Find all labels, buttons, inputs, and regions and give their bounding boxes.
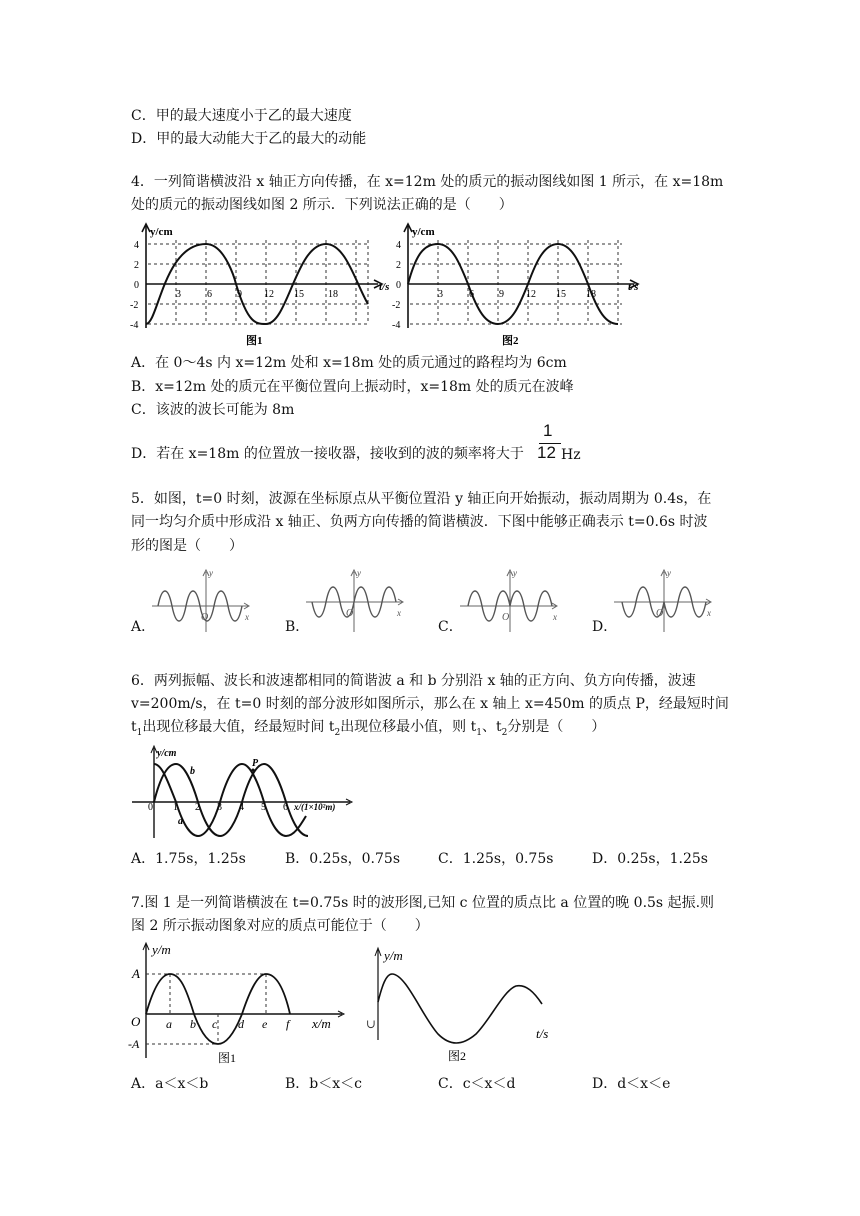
q6-option-c: C．1.25s，0.75s <box>438 851 554 867</box>
q7-option-d: D．d＜x＜e <box>592 1076 671 1092</box>
q6-xtick: 6 <box>283 802 288 813</box>
q4-option-d: D．若在 x=18m 的位置放一接收器，接收到的波的频率将大于 <box>131 446 524 462</box>
q6-options <box>131 849 731 869</box>
q5-label-c: C． <box>438 619 463 635</box>
q6-option-d: D．0.25s，1.25s <box>592 851 708 867</box>
q5-label-d: D． <box>592 619 618 635</box>
q6-wave-b <box>154 764 306 836</box>
q6-stem-line2: v=200m/s，在 t=0 时刻的部分波形如图所示，那么在 x 轴上 x=450m 的质点 P，经最短时间 <box>131 696 729 712</box>
q7-option-b: B．b＜x＜c <box>285 1076 362 1092</box>
q6-stem-line1: 6．两列振幅、波长和波速都相同的简谐波 a 和 b 分别沿 x 轴的正方向、负方向传播，波速 <box>131 673 696 689</box>
q6-xtick: 5 <box>261 802 266 813</box>
q7-fig1-origin: O <box>131 1014 141 1029</box>
q4-fig1-xtick: 12 <box>264 289 274 300</box>
q5-stem-line1: 5．如图，t=0 时刻，波源在坐标原点从平衡位置沿 y 轴正向开始振动，振动周期为 0.4s，在 <box>131 491 712 507</box>
q6-ylabel: y/cm <box>157 748 177 759</box>
q6-xtick: 4 <box>239 802 244 813</box>
q4-fig2-ylabel: y/cm <box>412 226 435 238</box>
q5-figure-b <box>304 566 408 634</box>
q5-c-origin: O <box>502 612 510 623</box>
q4-unit-hz: Hz <box>561 447 581 463</box>
q4-fig1-ytick: -4 <box>130 320 139 331</box>
q4-fig1-ytick: 0 <box>134 280 139 291</box>
q6-label-p: P <box>252 758 259 769</box>
q4-fig1-ytick: -2 <box>130 300 139 311</box>
q4-fig2-ytick: 2 <box>396 260 401 271</box>
q7-fig1-amp: A <box>132 966 140 981</box>
q4-fig1-ylabel: y/cm <box>150 226 173 238</box>
q4-frac-numerator: 1 <box>543 421 553 440</box>
q4-fig1-xtick: 9 <box>237 289 242 300</box>
q4-stem-line1: 4．一列简谐横波沿 x 轴正方向传播，在 x=12m 处的质元的振动图线如图 1 所示，在 x=18m <box>131 174 724 190</box>
q6-xtick: 0 <box>148 802 153 813</box>
q4-fig1-xlabel: t/s <box>379 281 390 293</box>
q7-fig1-xlabel: x/m <box>312 1016 331 1031</box>
q5-a-ylabel: y <box>209 568 213 578</box>
q6-xtick: 1 <box>173 802 178 813</box>
q4-fig1-xtick: 6 <box>207 289 212 300</box>
q7-fig2-xlabel: t/s <box>536 1026 549 1041</box>
q7-fig1-point: a <box>166 1017 172 1031</box>
q7-fig1-caption: 图1 <box>218 1051 237 1065</box>
q6-point-p <box>252 769 255 772</box>
q6-xtick: 3 <box>217 802 222 813</box>
q5-stem-line3: 形的图是（ ） <box>131 538 243 554</box>
q7-fig2-ylabel: y/m <box>384 948 403 963</box>
q7-option-a: A．a＜x＜b <box>131 1076 209 1092</box>
q4-fig2-xtick: 18 <box>586 289 596 300</box>
q5-b-xlabel: x <box>397 608 401 618</box>
q5-label-b: B． <box>285 619 310 635</box>
q7-stem-line1: 7.图 1 是一列简谐横波在 t=0.75s 时的波形图,已知 c 位置的质点比 a 位置的晚 0.5s 起振.则 <box>131 895 715 911</box>
q5-figure-c <box>458 566 562 634</box>
q6-stem-line3: $t_1$出现位移最大值，经最短时间 $t_2$出现位移最小值，则 $t_1$、$t_2$分别是（ ） <box>131 719 606 738</box>
q4-fig2-xtick: 3 <box>438 289 443 300</box>
q7-fig1-neg-amp: -A <box>128 1037 140 1051</box>
q5-d-xlabel: x <box>707 608 711 618</box>
q6-label-a: a <box>178 816 183 827</box>
q4-option-c: C．该波的波长可能为 8m <box>131 402 295 418</box>
q4-fig1-xtick: 18 <box>328 289 338 300</box>
q5-figure-a <box>150 566 254 634</box>
q5-figure-d <box>612 566 716 634</box>
q6-figure <box>128 744 360 844</box>
q4-fig2-xtick: 12 <box>526 289 536 300</box>
q4-fig2-ytick: 0 <box>396 280 401 291</box>
q4-fig2-ytick: -2 <box>392 300 401 311</box>
q7-figure-2 <box>364 942 570 1068</box>
q7-fig1-ylabel: y/m <box>152 942 171 957</box>
q7-option-c: C．c＜x＜d <box>438 1076 516 1092</box>
q4-fig1-ytick: 4 <box>134 240 139 251</box>
q7-fig2-origin-mark: ∪ <box>366 1017 377 1031</box>
q4-option-a: A．在 0～4s 内 x=12m 处和 x=18m 处的质元通过的路程均为 6cm <box>131 355 567 371</box>
q5-a-origin: O <box>201 612 209 623</box>
q4-fig1-xtick: 15 <box>294 289 304 300</box>
q4-figure-2 <box>390 220 652 348</box>
q4-stem-line2: 处的质元的振动图线如图 2 所示．下列说法正确的是（ ） <box>131 197 513 213</box>
q4-fig2-xtick: 15 <box>556 289 566 300</box>
q5-label-a: A． <box>131 619 156 635</box>
q7-fig1-point: e <box>262 1017 268 1031</box>
q5-stem-line2: 同一均匀介质中形成沿 x 轴正、负两方向传播的简谐横波．下图中能够正确表示 t=0.6s 时波 <box>131 514 708 530</box>
q7-figure-1 <box>128 940 352 1068</box>
q5-d-origin: O <box>656 608 664 619</box>
q6-xtick: 2 <box>195 802 200 813</box>
q6-option-b: B．0.25s，0.75s <box>285 851 401 867</box>
q4-figure-1 <box>128 220 390 348</box>
q5-a-xlabel: x <box>245 612 249 622</box>
q5-b-origin: O <box>346 608 354 619</box>
q4-frac-denominator: 12 <box>537 443 556 462</box>
q7-fig1-point: c <box>212 1017 218 1031</box>
q4-fig2-xlabel: t/s <box>628 281 639 293</box>
option-d-prev: D．甲的最大动能大于乙的最大的动能 <box>131 131 367 147</box>
q5-c-ylabel: y <box>513 568 517 578</box>
q7-stem-line2: 图 2 所示振动图象对应的质点可能位于（ ） <box>131 918 429 934</box>
q4-fig1-xtick: 3 <box>176 289 181 300</box>
q7-options <box>131 1074 731 1094</box>
q6-label-b: b <box>190 766 195 777</box>
q7-fig1-point: f <box>286 1017 290 1031</box>
q6-option-a: A．1.75s，1.25s <box>131 851 246 867</box>
q5-c-xlabel: x <box>553 612 557 622</box>
q4-option-b: B．x=12m 处的质元在平衡位置向上振动时，x=18m 处的质元在波峰 <box>131 379 574 395</box>
q4-fig2-xtick: 9 <box>499 289 504 300</box>
q6-xlabel: x/(1×10²m) <box>294 802 336 812</box>
q7-fig1-point: d <box>238 1017 244 1031</box>
option-c-prev: C．甲的最大速度小于乙的最大速度 <box>131 108 352 124</box>
q7-fig2-caption: 图2 <box>448 1049 467 1063</box>
q4-fig2-ytick: 4 <box>396 240 401 251</box>
q7-fig2-curve <box>378 974 542 1043</box>
q7-fig1-point: b <box>190 1017 196 1031</box>
q4-fig2-xtick: 6 <box>469 289 474 300</box>
q4-fig2-caption: 图2 <box>502 335 519 347</box>
q4-fig2-ytick: -4 <box>392 320 401 331</box>
q5-b-ylabel: y <box>357 568 361 578</box>
q5-d-ylabel: y <box>667 568 671 578</box>
q4-fig1-ytick: 2 <box>134 260 139 271</box>
q4-fig1-caption: 图1 <box>246 335 263 347</box>
